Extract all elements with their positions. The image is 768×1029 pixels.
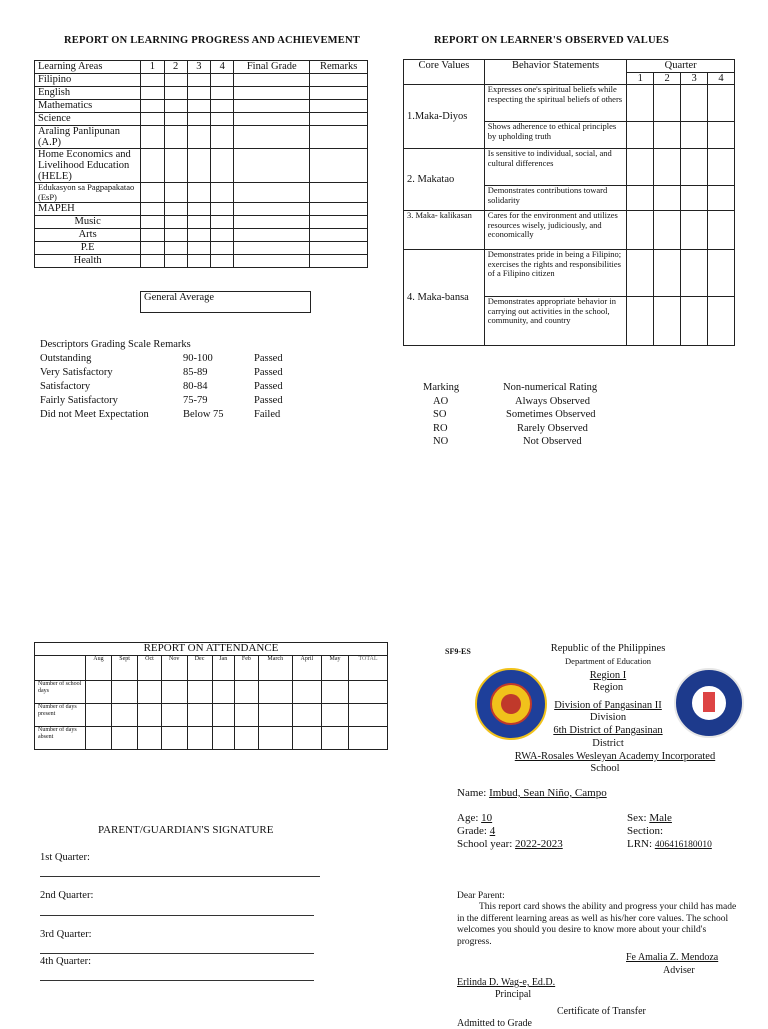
school-value: RWA-Rosales Wesleyan Academy Incorporated <box>514 751 716 762</box>
region-value: Region I <box>589 670 627 681</box>
core-value: 2. Makatao <box>404 149 485 211</box>
student-sex: Male <box>649 812 672 824</box>
lrn-label: LRN: <box>627 838 653 850</box>
scale-remark: Passed <box>254 381 283 392</box>
scale-remark: Failed <box>254 409 281 420</box>
scale-desc: Outstanding <box>40 353 92 364</box>
letter-body: This report card shows the ability and progress your child has made in the different learning areas as well as his/her core values. The school welcomes you should you desire to know more about your child's progress. <box>457 902 737 947</box>
adviser-name: Fe Amalia Z. Mendoza <box>626 952 719 963</box>
attendance-row-label: Number of school days <box>35 681 86 704</box>
scale-desc: Very Satisfactory <box>40 367 113 378</box>
month-header: Aug <box>86 656 112 681</box>
behavior-statement: Demonstrates appropriate behavior in carrying out activities in the school, community, and country <box>484 297 627 346</box>
section-label: Section: <box>627 825 664 837</box>
col-remarks: Remarks <box>310 61 368 74</box>
sy-label: School year: <box>457 838 513 850</box>
area-cell: P.E <box>35 242 141 255</box>
quarter-1-label: 1st Quarter: <box>40 852 90 863</box>
area-cell: Mathematics <box>35 100 141 113</box>
signature-line <box>40 953 314 954</box>
observed-values-table <box>403 59 735 346</box>
attendance-row-label: Number of days present <box>35 704 86 727</box>
attendance-title: REPORT ON ATTENDANCE <box>35 643 388 656</box>
name-label: Name: <box>457 787 487 799</box>
month-header: April <box>292 656 321 681</box>
core-value: 1.Maka-Diyos <box>404 85 485 149</box>
school-year-row <box>457 838 563 850</box>
mark-code: NO <box>433 436 449 447</box>
behavior-statement: Demonstrates contributions toward solidarity <box>484 186 627 211</box>
mark-rating: Sometimes Observed <box>506 409 596 420</box>
name-row <box>457 787 607 799</box>
signature-title: PARENT/GUARDIAN'S SIGNATURE <box>98 824 274 836</box>
col-quarter: Quarter <box>627 60 735 73</box>
scale-desc: Satisfactory <box>40 381 91 392</box>
scale-remark: Passed <box>254 395 283 406</box>
scale-range: 90-100 <box>183 353 213 364</box>
mark-rating: Rarely Observed <box>517 422 588 434</box>
month-header: May <box>322 656 349 681</box>
col-learning-areas: Learning Areas <box>35 61 141 74</box>
rating-header: Non-numerical Rating <box>503 382 598 393</box>
area-cell: Home Economics and Livelihood Education (HELE) <box>35 149 141 183</box>
behavior-statement: Demonstrates pride in being a Filipino; exercises the rights and responsibilities of a Filipino citizen <box>484 250 627 297</box>
area-cell: Music <box>35 216 141 229</box>
student-grade: 4 <box>489 825 496 837</box>
principal-name: Erlinda D. Wag-e, Ed.D. <box>457 977 556 988</box>
area-cell: Filipino <box>35 74 141 87</box>
area-cell: English <box>35 87 141 100</box>
scale-range: Below 75 <box>183 409 224 420</box>
area-cell: Edukasyon sa Pagpapakatao (EsP) <box>35 183 141 203</box>
month-header: Feb <box>234 656 258 681</box>
quarter-2-label: 2nd Quarter: <box>40 890 94 901</box>
col-q1: 1 <box>141 61 164 74</box>
scale-range: 75-79 <box>183 395 208 406</box>
signature-line <box>40 915 314 916</box>
col-core-values: Core Values <box>404 60 485 85</box>
attendance-row-label: Number of days absent <box>35 727 86 750</box>
area-cell: Arts <box>35 229 141 242</box>
sex-label: Sex: <box>627 812 647 824</box>
area-cell: Health <box>35 255 141 268</box>
col-vq3: 3 <box>681 72 708 85</box>
dear-parent: Dear Parent: <box>457 891 505 901</box>
mark-rating: Always Observed <box>515 395 590 407</box>
region-label: Region <box>592 682 624 693</box>
learning-progress-table <box>34 60 368 268</box>
principal-label: Principal <box>495 989 532 1000</box>
mark-code: AO <box>433 395 449 407</box>
lrn-row <box>627 838 712 850</box>
district-label: District <box>592 738 624 749</box>
core-value: 3. Maka- kalikasan <box>404 211 485 250</box>
attendance-table <box>34 642 388 750</box>
signature-line <box>40 876 320 877</box>
lrn-number: 406416180010 <box>654 840 712 850</box>
month-header: Sept <box>111 656 137 681</box>
col-vq1: 1 <box>627 72 654 85</box>
grading-scale <box>40 353 340 423</box>
progress-title: REPORT ON LEARNING PROGRESS AND ACHIEVEMENT <box>64 35 360 46</box>
sex-row <box>627 812 672 824</box>
month-header: TOTAL <box>348 656 387 681</box>
month-header: Dec <box>187 656 212 681</box>
certificate-title: Certificate of Transfer <box>557 1006 646 1017</box>
mark-code: SO <box>433 409 447 420</box>
month-header: Oct <box>138 656 161 681</box>
student-age: 10 <box>481 812 493 824</box>
values-title: REPORT ON LEARNER'S OBSERVED VALUES <box>434 35 669 46</box>
area-cell: Araling Panlipunan (A.P) <box>35 126 141 149</box>
month-header: March <box>258 656 292 681</box>
scale-header: Descriptors Grading Scale Remarks <box>40 339 191 350</box>
marking-header: Marking <box>423 382 460 393</box>
general-average-box <box>140 291 311 313</box>
month-header: Jan <box>212 656 234 681</box>
col-final-grade: Final Grade <box>234 61 310 74</box>
general-average-label: General Average <box>141 292 311 313</box>
scale-remark: Passed <box>254 353 283 364</box>
col-q2: 2 <box>164 61 187 74</box>
scale-desc: Did not Meet Expectation <box>40 409 149 420</box>
col-q3: 3 <box>187 61 210 74</box>
quarter-3-label: 3rd Quarter: <box>40 929 92 940</box>
behavior-statement: Cares for the environment and utilizes resources wisely, judiciously, and economically <box>484 211 627 250</box>
adviser-label: Adviser <box>663 965 695 976</box>
scale-range: 80-84 <box>183 381 208 392</box>
quarter-4-label: 4th Quarter: <box>40 956 92 967</box>
age-label: Age: <box>457 812 479 824</box>
division-value: Division of Pangasinan II <box>554 700 662 711</box>
form-code: SF9-ES <box>445 647 471 656</box>
mark-code: RO <box>433 422 448 434</box>
mark-rating: Not Observed <box>523 436 582 447</box>
grade-row <box>457 825 495 837</box>
school-label: School <box>590 763 620 774</box>
col-vq2: 2 <box>654 72 681 85</box>
area-cell: Science <box>35 113 141 126</box>
scale-desc: Fairly Satisfactory <box>40 395 118 406</box>
student-name: Imbud, Sean Niño, Campo <box>489 787 607 799</box>
core-value: 4. Maka-bansa <box>404 250 485 346</box>
district-value: 6th District of Pangasinan <box>553 725 663 736</box>
scale-remark: Passed <box>254 367 283 378</box>
col-behavior: Behavior Statements <box>484 60 627 85</box>
school-year: 2022-2023 <box>515 838 563 850</box>
scale-range: 85-89 <box>183 367 208 378</box>
marking-legend <box>403 381 653 449</box>
behavior-statement: Shows adherence to ethical principles by upholding truth <box>484 122 627 149</box>
admitted-label: Admitted to Grade <box>457 1018 532 1029</box>
republic-text: Republic of the Philippines <box>550 643 666 654</box>
deped-text: Department of Education <box>565 656 651 666</box>
signature-line <box>40 980 314 981</box>
age-row <box>457 812 492 824</box>
area-cell: MAPEH <box>35 203 141 216</box>
behavior-statement: Is sensitive to individual, social, and cultural differences <box>484 149 627 186</box>
month-header: Nov <box>161 656 187 681</box>
behavior-statement: Expresses one's spiritual beliefs while respecting the spiritual beliefs of others <box>484 85 627 122</box>
grade-label: Grade: <box>457 825 487 837</box>
col-q4: 4 <box>211 61 234 74</box>
col-vq4: 4 <box>708 72 735 85</box>
division-label: Division <box>589 712 627 723</box>
